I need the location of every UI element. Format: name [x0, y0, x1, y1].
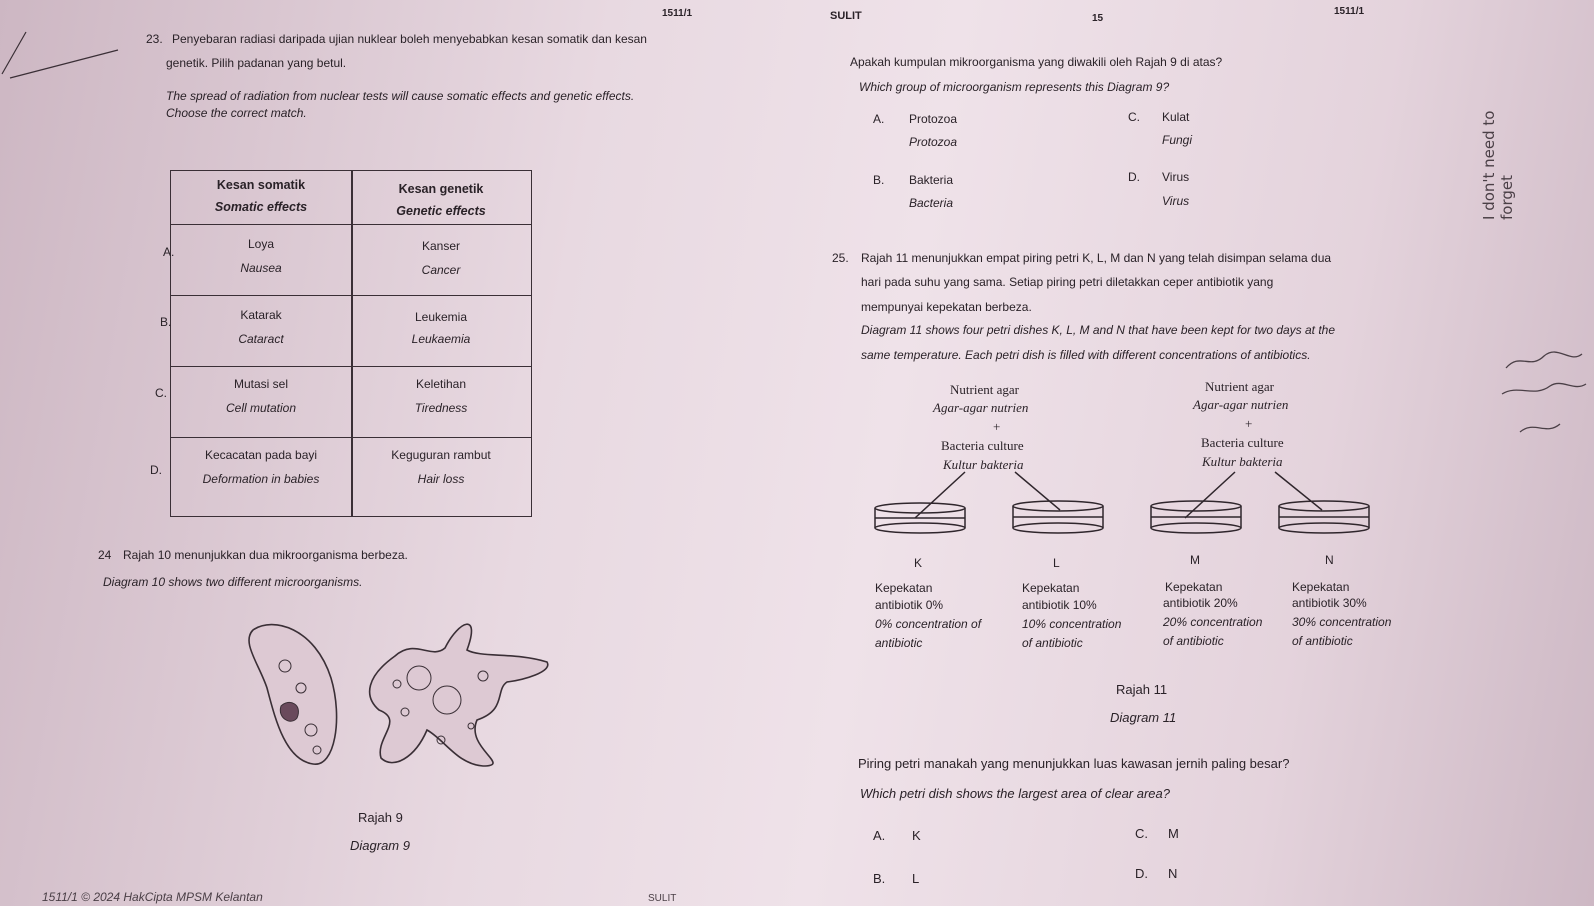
- option-b-genetic-en: Leukaemia: [411, 332, 471, 346]
- q24-ask-en: Which group of microorganism represents this Diagram 9?: [859, 80, 1170, 94]
- q25-option-b-text[interactable]: L: [912, 871, 920, 886]
- label-right-kultur-bakteria: Kultur bakteria: [1202, 454, 1283, 469]
- dish-k-label-en2: antibiotic: [875, 636, 923, 650]
- label-right-plus: +: [1245, 416, 1253, 431]
- dish-n-label-ms2: antibiotik 30%: [1292, 596, 1367, 610]
- q24-option-a-ms[interactable]: Protozoa: [909, 112, 958, 126]
- table-row: [171, 439, 531, 514]
- q24-option-c-ms[interactable]: Kulat: [1162, 110, 1190, 124]
- q25-option-b-letter[interactable]: B.: [873, 871, 886, 886]
- header-left-code: 1511/1: [662, 8, 693, 19]
- q24-option-c-letter[interactable]: C.: [1128, 110, 1140, 124]
- option-c-somatic-ms: Mutasi sel: [233, 377, 289, 391]
- footer-sulit: SULIT: [648, 893, 677, 904]
- header-genetic-ms: Kesan genetik: [398, 182, 484, 196]
- q24-option-b-ms[interactable]: Bakteria: [909, 173, 954, 187]
- option-d-somatic-en: Deformation in babies: [202, 472, 320, 486]
- header-genetic-en: Genetic effects: [396, 204, 486, 218]
- option-d-somatic-ms: Kecacatan pada bayi: [204, 448, 318, 462]
- margin-scribbles: [1500, 340, 1590, 460]
- q24-option-a-en: Protozoa: [909, 135, 958, 149]
- petri-dish-l: [1013, 501, 1103, 533]
- q23-number: 23.: [146, 32, 163, 46]
- q23-table: [170, 170, 532, 517]
- q24-option-d-letter[interactable]: D.: [1128, 170, 1140, 184]
- option-a-letter[interactable]: A.: [163, 245, 175, 259]
- dish-k-label-ms1: Kepekatan: [875, 581, 933, 595]
- option-c-genetic-ms: Keletihan: [415, 377, 467, 391]
- q23-malay-line2: genetik. Pilih padanan yang betul.: [166, 56, 347, 70]
- label-left-nutrient-agar: Nutrient agar: [950, 382, 1019, 397]
- q24-option-d-ms[interactable]: Virus: [1162, 170, 1190, 184]
- option-d-letter[interactable]: D.: [150, 463, 162, 477]
- option-b-genetic-ms: Leukemia: [414, 310, 468, 324]
- corner-fold-lines: [0, 30, 120, 80]
- dish-n-label-en2: of antibiotic: [1292, 634, 1353, 648]
- option-b-letter[interactable]: B.: [160, 315, 172, 329]
- diagram-9-caption-ms: Rajah 9: [358, 810, 403, 825]
- option-b-somatic-en: Cataract: [238, 332, 284, 346]
- q24-option-a-letter[interactable]: A.: [873, 112, 885, 126]
- dish-l-label-ms1: Kepekatan: [1022, 581, 1080, 595]
- q25-malay-line1: Rajah 11 menunjukkan empat piring petri K, L, M dan N yang telah disimpan selama dua: [861, 251, 1332, 265]
- q25-ask-ms: Piring petri manakah yang menunjukkan luas kawasan jernih paling besar?: [858, 756, 1290, 771]
- q23-english-line2: Choose the correct match.: [166, 106, 307, 120]
- q25-malay-line3: mempunyai kepekatan berbeza.: [861, 300, 1032, 314]
- q25-option-d-text[interactable]: N: [1168, 866, 1178, 881]
- q25-option-d-letter[interactable]: D.: [1135, 866, 1148, 881]
- option-c-somatic-en: Cell mutation: [225, 401, 297, 415]
- q25-option-c-letter[interactable]: C.: [1135, 826, 1148, 841]
- q25-ask-en: Which petri dish shows the largest area of clear area?: [860, 786, 1170, 801]
- petri-dish-diagram: [860, 470, 1380, 540]
- amoeba-drawing: [370, 624, 548, 766]
- label-right-bacteria-culture: Bacteria culture: [1201, 435, 1284, 450]
- option-c-genetic-en: Tiredness: [414, 401, 468, 415]
- table-row: [171, 226, 531, 296]
- dish-k-label-en1: 0% concentration of: [875, 617, 982, 631]
- option-b-somatic-ms: Katarak: [240, 308, 282, 322]
- dish-l-label-ms2: antibiotik 10%: [1022, 598, 1097, 612]
- microorganisms-illustration: [245, 618, 565, 788]
- q24-option-c-en: Fungi: [1162, 133, 1193, 147]
- table-row: [171, 368, 531, 438]
- paramecium-drawing: [249, 625, 337, 765]
- dish-m-label-en1: 20% concentration: [1163, 615, 1263, 629]
- diagram-9-caption-en: Diagram 9: [350, 838, 410, 853]
- dish-n-label-ms1: Kepekatan: [1292, 580, 1350, 594]
- option-a-somatic-en: Nausea: [240, 261, 282, 275]
- diagram-11-caption-ms: Rajah 11: [1116, 682, 1168, 697]
- dish-m-label-en2: of antibiotic: [1163, 634, 1224, 648]
- dish-k-letter: K: [914, 556, 923, 570]
- header-somatic-en: Somatic effects: [214, 200, 308, 214]
- header-right-code: 1511/1: [1334, 6, 1365, 17]
- option-a-genetic-en: Cancer: [421, 263, 461, 277]
- label-right-nutrient-agar: Nutrient agar: [1205, 379, 1274, 394]
- dish-l-letter: L: [1053, 556, 1060, 570]
- table-row: [171, 297, 531, 367]
- q23-malay-line1: Penyebaran radiasi daripada ujian nuklear boleh menyebabkan kesan somatik dan kesan: [172, 32, 647, 46]
- option-d-genetic-ms: Keguguran rambut: [391, 448, 491, 462]
- petri-dish-m: [1151, 501, 1241, 533]
- footer-copyright: 1511/1 © 2024 HakCipta MPSM Kelantan: [42, 890, 263, 904]
- label-left-bacteria-culture: Bacteria culture: [941, 438, 1024, 453]
- dish-k-label-ms2: antibiotik 0%: [875, 598, 944, 612]
- q24-ask-ms: Apakah kumpulan mikroorganisma yang diwakili oleh Rajah 9 di atas?: [850, 55, 1223, 69]
- q24-option-b-letter[interactable]: B.: [873, 173, 885, 187]
- q25-english-line2: same temperature. Each petri dish is filled with different concentrations of antibiotics.: [861, 348, 1311, 362]
- page-number: 15: [1092, 13, 1104, 24]
- option-a-somatic-ms: Loya: [247, 237, 275, 251]
- q25-english-line1: Diagram 11 shows four petri dishes K, L, M and N that have been kept for two days at the: [861, 323, 1336, 337]
- q25-option-a-letter[interactable]: A.: [873, 828, 886, 843]
- q24-number: 24: [98, 548, 112, 562]
- q25-number: 25.: [832, 251, 849, 265]
- dish-m-letter: M: [1190, 553, 1200, 567]
- option-d-genetic-en: Hair loss: [417, 472, 465, 486]
- option-a-genetic-ms: Kanser: [421, 239, 461, 253]
- dish-n-letter: N: [1325, 553, 1334, 567]
- dish-l-label-en1: 10% concentration: [1022, 617, 1122, 631]
- label-left-agar-nutrien: Agar-agar nutrien: [933, 400, 1029, 415]
- q24-option-d-en: Virus: [1162, 194, 1190, 208]
- dish-m-label-ms1: Kepekatan: [1165, 580, 1223, 594]
- label-right-agar-nutrien: Agar-agar nutrien: [1193, 397, 1289, 412]
- table-header-row: [171, 171, 531, 225]
- q24-malay: Rajah 10 menunjukkan dua mikroorganisma berbeza.: [123, 548, 408, 562]
- petri-dish-k: [875, 503, 965, 533]
- q24-option-b-en: Bacteria: [909, 196, 954, 210]
- q23-english-line1: The spread of radiation from nuclear tests will cause somatic effects and genetic effects.: [166, 89, 635, 103]
- q24-english: Diagram 10 shows two different microorganisms.: [103, 575, 363, 589]
- dish-n-label-en1: 30% concentration: [1292, 615, 1392, 629]
- q25-malay-line2: hari pada suhu yang sama. Setiap piring petri diletakkan ceper antibiotik yang: [861, 275, 1274, 289]
- handwritten-margin-note: I don't need to forget: [1480, 110, 1516, 220]
- label-left-kultur-bakteria: Kultur bakteria: [943, 457, 1024, 472]
- header-sulit: SULIT: [830, 10, 862, 22]
- diagram-11-caption-en: Diagram 11: [1110, 710, 1177, 725]
- header-somatic-ms: Kesan somatik: [216, 178, 306, 192]
- q25-option-c-text[interactable]: M: [1168, 826, 1179, 841]
- q25-option-a-text[interactable]: K: [912, 828, 921, 843]
- label-left-plus: +: [993, 419, 1001, 434]
- petri-dish-n: [1279, 501, 1369, 533]
- pointer-line-l: [1015, 472, 1060, 510]
- dish-l-label-en2: of antibiotic: [1022, 636, 1083, 650]
- option-c-letter[interactable]: C.: [155, 386, 167, 400]
- dish-m-label-ms2: antibiotik 20%: [1163, 596, 1238, 610]
